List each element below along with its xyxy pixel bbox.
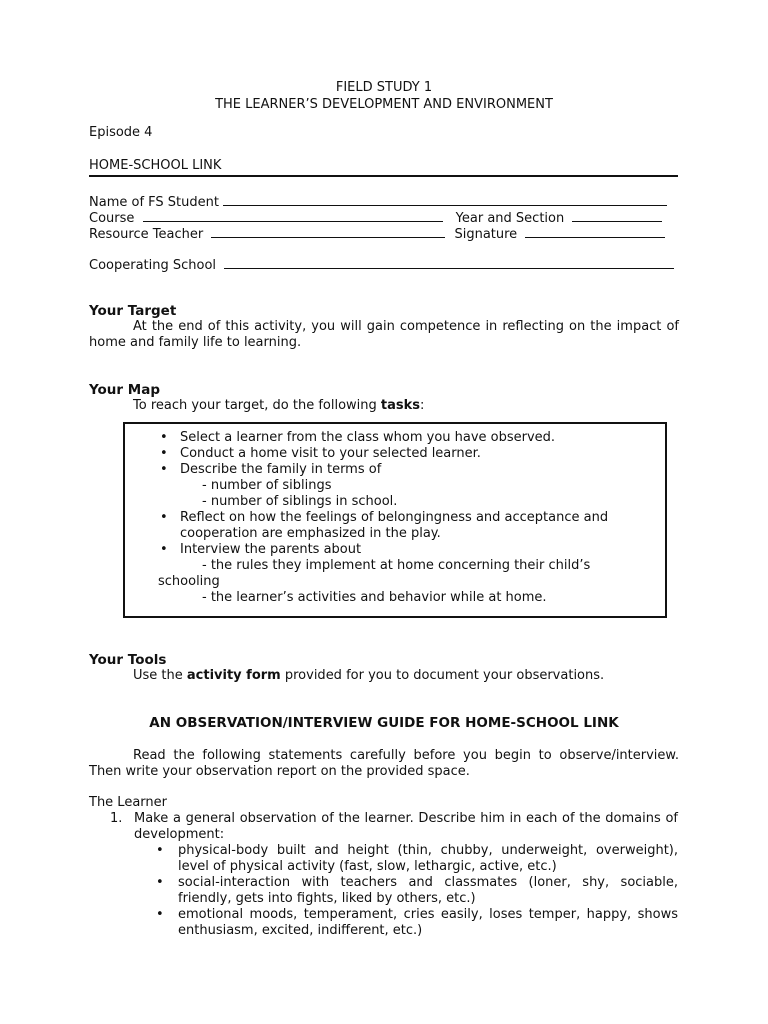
task-subitem: - number of siblings in school. (202, 494, 398, 509)
document-title: THE LEARNER’S DEVELOPMENT AND ENVIRONMENT (215, 97, 553, 112)
guide-intro: Read the following statements carefully before you begin to observe/interview. Then write your observation report on the provided space. (89, 748, 679, 779)
map-intro-bold: tasks (380, 398, 421, 413)
domain-text: emotional moods, temperament, cries easily, loses temper, happy, shows enthusiasm, excited, indifferent, etc.) (178, 907, 678, 938)
course-title: FIELD STUDY 1 (335, 80, 433, 95)
resource-teacher-field[interactable] (211, 225, 445, 238)
cooperating-school-field[interactable] (224, 256, 674, 269)
tasks-list (158, 430, 653, 606)
tools-text-before: Use the (133, 668, 187, 683)
domain-item (156, 875, 678, 907)
tools-title: Your Tools (89, 652, 167, 668)
resource-teacher-row (89, 225, 665, 243)
section-title: HOME-SCHOOL LINK (89, 158, 222, 173)
resource-teacher-label: Resource Teacher (89, 227, 204, 242)
tools-text (89, 668, 679, 684)
target-text: At the end of this activity, you will gain competence in reflecting on the impact of home and family life to learning. (89, 319, 679, 350)
guide-title: AN OBSERVATION/INTERVIEW GUIDE FOR HOME-SCHOOL LINK (149, 715, 619, 731)
document-heading (0, 80, 768, 113)
bullet-icon: • (160, 430, 168, 445)
bullet-icon: • (160, 542, 168, 557)
fs-student-label: Name of FS Student (89, 195, 219, 210)
year-section-field[interactable] (572, 209, 662, 222)
domain-item (156, 843, 678, 875)
episode-label: Episode 4 (89, 125, 153, 140)
bullet-icon: • (160, 462, 168, 477)
task-subitem: - the learner’s activities and behavior while at home. (202, 590, 547, 605)
task-item (158, 542, 653, 606)
bullet-icon: • (156, 843, 164, 858)
task-text: Interview the parents about (180, 542, 362, 557)
item-number: 1. (110, 811, 123, 826)
map-intro (89, 398, 679, 414)
bullet-icon: • (160, 510, 168, 525)
tools-text-after: provided for you to document your observations. (280, 668, 605, 683)
learner-list (110, 811, 678, 939)
task-item (158, 462, 653, 510)
section-divider (89, 175, 678, 177)
map-intro-text: To reach your target, do the following (133, 398, 381, 413)
domain-text: physical-body built and height (thin, chubby, underweight, overweight), level of physical activity (fast, slow, lethargic, active, etc.) (178, 843, 678, 874)
course-label: Course (89, 211, 135, 226)
fs-student-field[interactable] (223, 193, 667, 206)
task-text: Describe the family in terms of (180, 462, 382, 477)
course-field[interactable] (143, 209, 443, 222)
tools-text-bold: activity form (186, 668, 281, 683)
learner-item (110, 811, 678, 939)
task-text: Conduct a home visit to your selected learner. (180, 446, 481, 461)
tasks-box (123, 422, 667, 618)
bullet-icon: • (156, 875, 164, 890)
signature-field[interactable] (525, 225, 665, 238)
task-subitem: - number of siblings (202, 478, 332, 493)
signature-label: Signature (454, 227, 518, 242)
learner-item-text: Make a general observation of the learner. Describe him in each of the domains of development: (134, 811, 678, 842)
task-subitem: - the rules they implement at home concerning their child’s (202, 558, 591, 573)
task-item (158, 430, 653, 446)
cooperating-school-label: Cooperating School (89, 258, 217, 273)
task-text: Reflect on how the feelings of belongingness and acceptance and cooperation are emphasized in the play. (180, 510, 609, 541)
task-subitem-continued: schooling (158, 574, 220, 589)
task-item (158, 446, 653, 462)
map-intro-colon: : (420, 398, 425, 413)
domain-text: social-interaction with teachers and classmates (loner, shy, sociable, friendly, gets into fights, liked by others, etc.) (178, 875, 678, 906)
task-item (158, 510, 653, 542)
learner-title: The Learner (89, 795, 167, 810)
domains-list (134, 843, 678, 939)
map-title: Your Map (89, 382, 160, 398)
target-title: Your Target (89, 303, 177, 319)
bullet-icon: • (156, 907, 164, 922)
domain-item (156, 907, 678, 939)
year-section-label: Year and Section (455, 211, 565, 226)
bullet-icon: • (160, 446, 168, 461)
task-text: Select a learner from the class whom you have observed. (180, 430, 556, 445)
cooperating-school-row (89, 256, 674, 274)
